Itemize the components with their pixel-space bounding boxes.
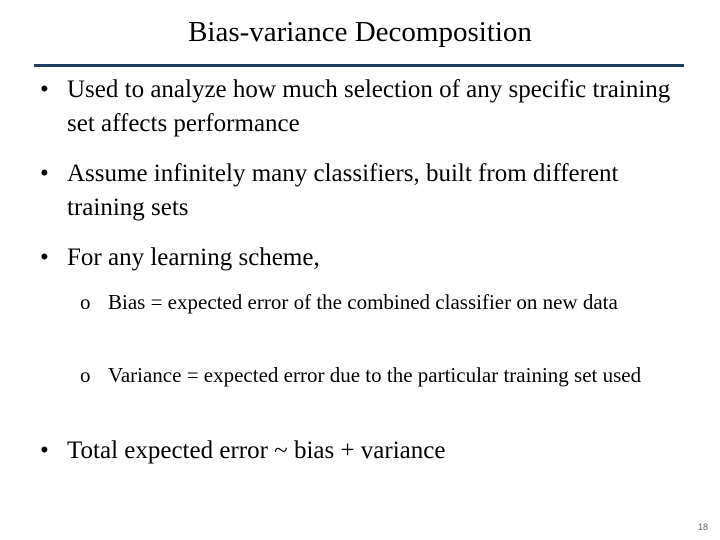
sub-bullet-marker: o bbox=[80, 363, 91, 387]
page-number: 18 bbox=[697, 522, 708, 532]
sub-bullet-item bbox=[80, 361, 660, 390]
bullet-marker: • bbox=[40, 76, 49, 103]
sub-bullet-text: Bias = expected error of the combined classifier on new data bbox=[108, 290, 618, 314]
bullet-item bbox=[40, 73, 680, 141]
bullet-text: Assume infinitely many classifiers, built from different training sets bbox=[67, 160, 619, 221]
bullet-item bbox=[40, 434, 680, 468]
bullet-marker: • bbox=[40, 244, 49, 271]
bullet-text: For any learning scheme, bbox=[67, 244, 320, 271]
sub-bullet-text: Variance = expected error due to the particular training set used bbox=[108, 363, 642, 387]
bullet-item bbox=[40, 157, 680, 225]
bullet-text: Used to analyze how much selection of any specific training set affects performance bbox=[67, 76, 671, 137]
bullet-marker: • bbox=[40, 437, 49, 464]
bullet-text: Total expected error ~ bias + variance bbox=[67, 437, 446, 464]
title-divider bbox=[34, 64, 684, 67]
bullet-marker: • bbox=[40, 160, 49, 187]
sub-bullet-item bbox=[80, 288, 660, 317]
slide-title: Bias-variance Decomposition bbox=[188, 16, 532, 48]
sub-bullet-marker: o bbox=[80, 290, 91, 314]
bullet-item bbox=[40, 241, 680, 275]
